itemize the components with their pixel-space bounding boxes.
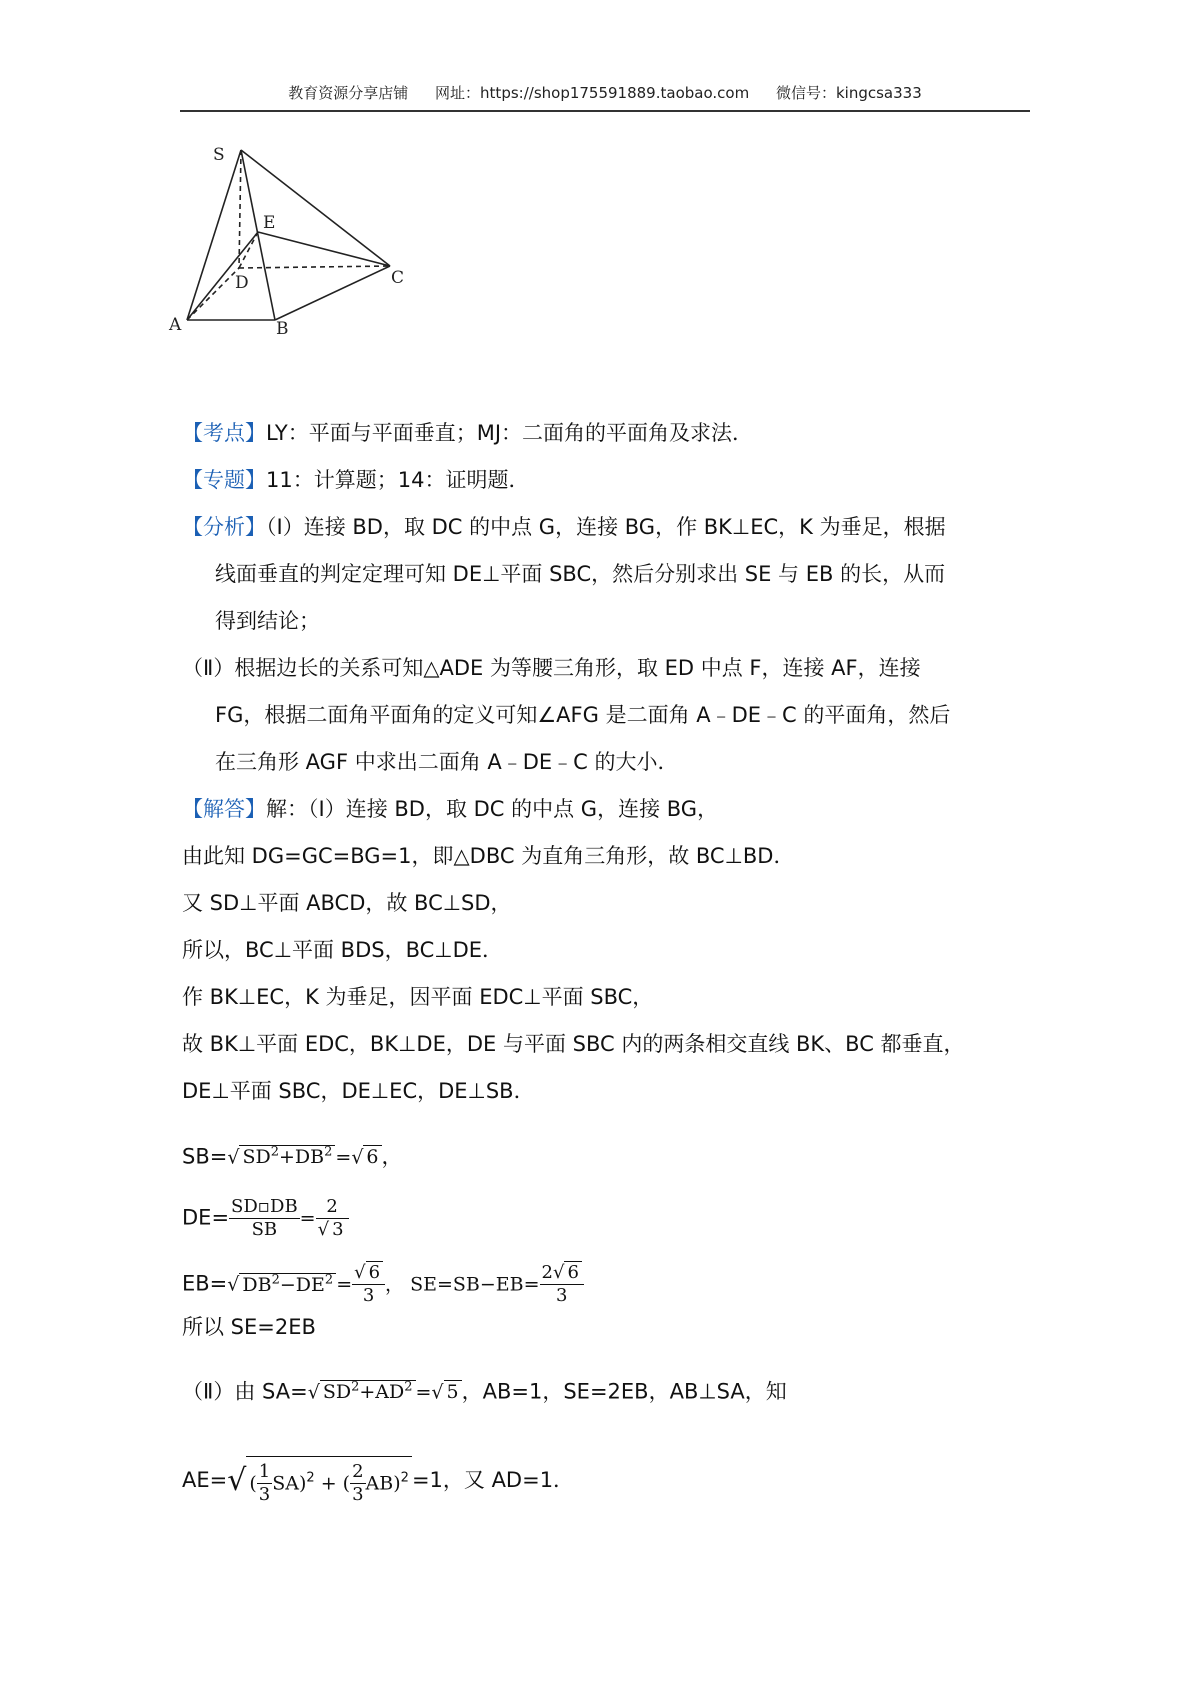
jieda-line-6: 故 BK⊥平面 EDC，BK⊥DE，DE 与平面 SBC 内的两条相交直线 BK、BC 都垂直， xyxy=(182,1032,965,1056)
sb-end: ， xyxy=(381,1144,403,1169)
eb-num: 6 xyxy=(366,1261,383,1283)
se-frac: $\frac{2√ 6}{3}$ xyxy=(540,1262,584,1307)
ae-t1: SA) xyxy=(272,1472,307,1495)
sb-eq: = xyxy=(335,1146,352,1169)
sa-rhs: 5 xyxy=(444,1380,462,1403)
sa-eq: = xyxy=(415,1381,432,1404)
ae-p1: ( xyxy=(249,1472,257,1495)
de-frac-2 xyxy=(316,1196,349,1241)
fenxi-line-1 xyxy=(182,512,946,542)
eb-equation: EB=√ $DB^2-DE^2$ = $\frac{√ 6}{3}$ ， SE=SB−EB= $\frac{2√ 6}{3}$ xyxy=(182,1262,584,1307)
jieda-line-7: DE⊥平面 SBC，DE⊥EC，DE⊥SB． xyxy=(182,1079,535,1103)
header-wechat: kingcsa333 xyxy=(835,84,922,102)
ae-d1: 3 xyxy=(258,1484,271,1505)
zhuanti-line xyxy=(182,465,529,495)
eb-eq: = xyxy=(336,1273,353,1296)
ae-plus: + ( xyxy=(314,1472,351,1495)
zhuanti-tag: 【专题】 xyxy=(182,468,266,492)
jieda-line-1 xyxy=(182,794,718,824)
page-header xyxy=(180,82,1030,103)
fenxi-text-1: （Ⅰ）连接 BD，取 DC 的中点 G，连接 BG，作 BK⊥EC，K 为垂足，根据 xyxy=(266,515,946,539)
sb-sq-2: 2 xyxy=(324,1145,333,1160)
label-S: S xyxy=(213,145,225,165)
de-den-2: √ 3 xyxy=(316,1219,349,1241)
sb-lhs: SB= xyxy=(182,1144,228,1169)
jieda-text-1: 解：（Ⅰ）连接 BD，取 DC 的中点 G，连接 BG， xyxy=(266,797,719,821)
de-den: SB xyxy=(251,1219,278,1240)
kaodian-line xyxy=(182,418,753,448)
sb-rad-b: +DB xyxy=(278,1146,325,1169)
ae-t2: AB) xyxy=(365,1472,401,1495)
edge-SA xyxy=(187,150,241,320)
eb-sq-2: 2 xyxy=(324,1272,334,1288)
ae-n1: 1 xyxy=(258,1461,271,1482)
ae-frac-2 xyxy=(350,1461,365,1506)
fenxi-line-6: 在三角形 AGF 中求出二面角 A﹣DE﹣C 的大小． xyxy=(215,750,679,774)
de-eq: = xyxy=(299,1207,316,1230)
sa-rad-b: +AD xyxy=(359,1381,405,1404)
eb-den: 3 xyxy=(362,1285,375,1306)
label-E: E xyxy=(263,213,276,233)
edge-SC xyxy=(241,150,390,266)
edge-DE xyxy=(239,232,258,268)
sa-sq-1: 2 xyxy=(351,1380,360,1395)
eb-rad-a: DB xyxy=(242,1273,272,1296)
eb-rad-b: −DE xyxy=(279,1273,325,1296)
fenxi-line-4: （Ⅱ）根据边长的关系可知△ADE 为等腰三角形，取 ED 中点 F，连接 AF，连接 xyxy=(182,656,921,680)
zhuanti-text: 11：计算题；14：证明题． xyxy=(266,468,530,492)
ae-post: =1，又 AD=1． xyxy=(411,1468,575,1492)
jieda-line-4: 所以，BC⊥平面 BDS，BC⊥DE． xyxy=(182,938,504,962)
sa-equation: （Ⅱ）由 SA=√ $SD^2+AD^2$ =√ 5 ，AB=1，SE=2EB，AB⊥SA，知 xyxy=(182,1379,787,1404)
header-url-label: 网址： xyxy=(435,84,481,102)
de-num-2: 2 xyxy=(316,1196,349,1219)
fenxi-line-2: 线面垂直的判定定理可知 DE⊥平面 SBC，然后分别求出 SE 与 EB 的长，从而 xyxy=(215,562,946,586)
edge-EC xyxy=(258,232,390,266)
eb-sq-1: 2 xyxy=(271,1272,280,1288)
fenxi-line-5: FG，根据二面角平面角的定义可知∠AFG 是二面角 A﹣DE﹣C 的平面角，然后 xyxy=(215,703,951,727)
label-B: B xyxy=(276,319,289,339)
label-A: A xyxy=(169,315,182,335)
ae-d2: 3 xyxy=(352,1484,364,1505)
edge-SD xyxy=(239,150,241,268)
sb-equation: SB=√ $SD^2+DB^2$ =√ 6 ， xyxy=(182,1144,403,1169)
ae-equation: AE=√ ( $\frac{1}{3}$ SA)$^2$ + ( $\frac{2}{3}$ AB)$^2$ =1，又 AD=1． xyxy=(182,1456,574,1506)
jieda-line-5: 作 BK⊥EC，K 为垂足，因平面 EDC⊥平面 SBC， xyxy=(182,985,654,1009)
edge-BC xyxy=(275,266,390,320)
se-den: 3 xyxy=(556,1285,568,1306)
se-expr: ， SE=SB−EB= xyxy=(385,1273,540,1296)
sb-rad-a: SD xyxy=(242,1146,271,1169)
se-num-rad: 6 xyxy=(564,1261,581,1283)
header-rule xyxy=(180,110,1030,112)
pyramid-figure xyxy=(169,145,455,370)
header-url[interactable]: https://shop175591889.taobao.com xyxy=(480,84,750,102)
de-lhs: DE= xyxy=(182,1205,230,1230)
sb-rhs: 6 xyxy=(363,1145,381,1168)
sb-sq-1: 2 xyxy=(270,1145,279,1160)
kaodian-text: LY：平面与平面垂直；MJ：二面角的平面角及求法． xyxy=(266,421,754,445)
header-wechat-label: 微信号： xyxy=(775,84,836,102)
jieda-line-8: 所以 SE=2EB xyxy=(182,1315,316,1339)
eb-lhs: EB= xyxy=(182,1271,228,1296)
ae-sq-1: 2 xyxy=(306,1470,315,1486)
fenxi-line-3: 得到结论； xyxy=(215,609,320,633)
sa-pre: （Ⅱ）由 SA= xyxy=(182,1379,308,1404)
de-frac xyxy=(229,1196,300,1241)
jieda-line-2: 由此知 DG=GC=BG=1，即△DBC 为直角三角形，故 BC⊥BD． xyxy=(182,844,795,868)
sa-rad-a: SD xyxy=(322,1381,352,1404)
de-equation xyxy=(182,1196,349,1241)
ae-sq-2: 2 xyxy=(400,1470,409,1486)
label-C: C xyxy=(391,268,405,288)
sa-sq-2: 2 xyxy=(404,1380,413,1395)
se-num-coef: 2 xyxy=(541,1262,553,1283)
de-num: SD▫DB xyxy=(231,1196,298,1217)
de-den-2-rad: 3 xyxy=(329,1218,346,1240)
jieda-line-3: 又 SD⊥平面 ABCD，故 BC⊥SD， xyxy=(182,891,512,915)
label-D: D xyxy=(235,273,249,293)
fenxi-tag: 【分析】 xyxy=(182,515,266,539)
ae-lhs: AE= xyxy=(182,1468,228,1492)
header-shop: 教育资源分享店铺 xyxy=(288,84,409,102)
eb-frac: $\frac{√ 6}{3}$ xyxy=(352,1262,385,1307)
kaodian-tag: 【考点】 xyxy=(182,421,266,445)
jieda-tag: 【解答】 xyxy=(182,797,266,821)
ae-frac-1 xyxy=(257,1461,272,1506)
edge-DC xyxy=(239,266,390,268)
sa-post: ，AB=1，SE=2EB，AB⊥SA，知 xyxy=(461,1379,787,1404)
ae-n2: 2 xyxy=(352,1461,364,1482)
